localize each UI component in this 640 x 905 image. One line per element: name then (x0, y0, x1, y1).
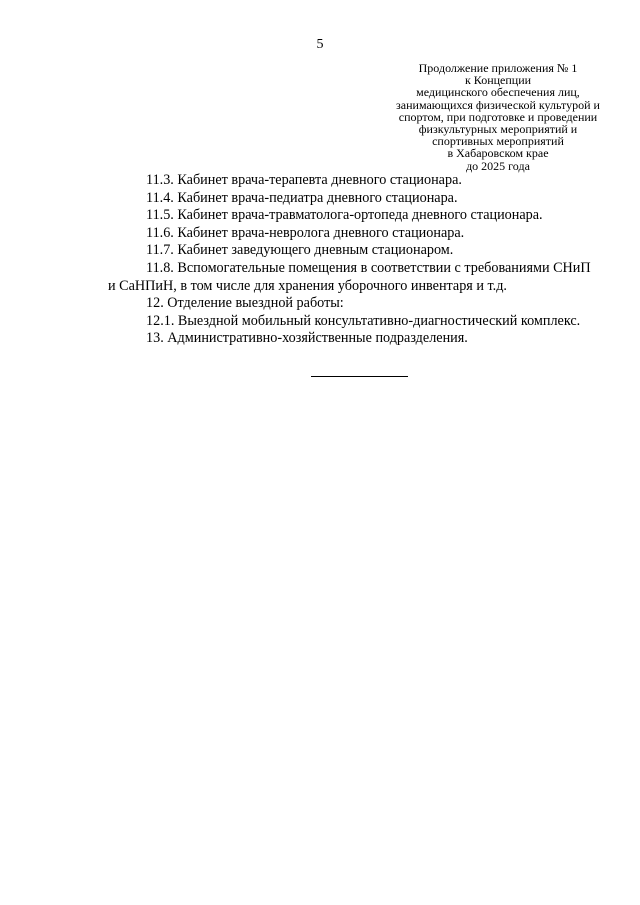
header-line: занимающихся физической культурой и (396, 97, 600, 112)
header-line: физкультурных мероприятий и (418, 122, 578, 137)
paragraph-11-7: 11.7. Кабинет заведующего дневным стационаром. (146, 242, 454, 259)
paragraph-11-4: 11.4. Кабинет врача-педиатра дневного стационара. (146, 189, 458, 206)
paragraph-13: 13. Административно-хозяйственные подразделения. (146, 330, 468, 347)
document-body (108, 172, 612, 348)
paragraph-11-3: 11.3. Кабинет врача-терапевта дневного стационара. (146, 172, 462, 188)
header-line: медицинского обеспечения лиц, (416, 85, 580, 100)
header-line: к Концепции (464, 73, 532, 88)
paragraph-11-6: 11.6. Кабинет врача-невролога дневного стационара. (146, 224, 465, 241)
end-divider (311, 376, 408, 377)
header-line: спортом, при подготовке и проведении (398, 109, 598, 124)
paragraph-11-8: 11.8. Вспомогательные помещения в соответствии с требованиями СНиП (146, 259, 591, 276)
paragraph-12-1: 12.1. Выездной мобильный консультативно-диагностический комплекс. (146, 312, 581, 329)
header-line: в Хабаровском крае (447, 146, 549, 161)
paragraph-11-8-continued: и СаНПиН, в том числе для хранения уборочного инвентаря и т.д. (108, 277, 507, 294)
appendix-header (380, 62, 616, 172)
header-line: спортивных мероприятий (432, 134, 564, 149)
paragraph-11-5: 11.5. Кабинет врача-травматолога-ортопеда дневного стационара. (146, 207, 543, 224)
paragraph-12: 12. Отделение выездной работы: (146, 295, 344, 312)
header-line: до 2025 года (466, 158, 530, 173)
header-line: Продолжение приложения № 1 (418, 61, 578, 75)
page-number: 5 (316, 37, 324, 52)
